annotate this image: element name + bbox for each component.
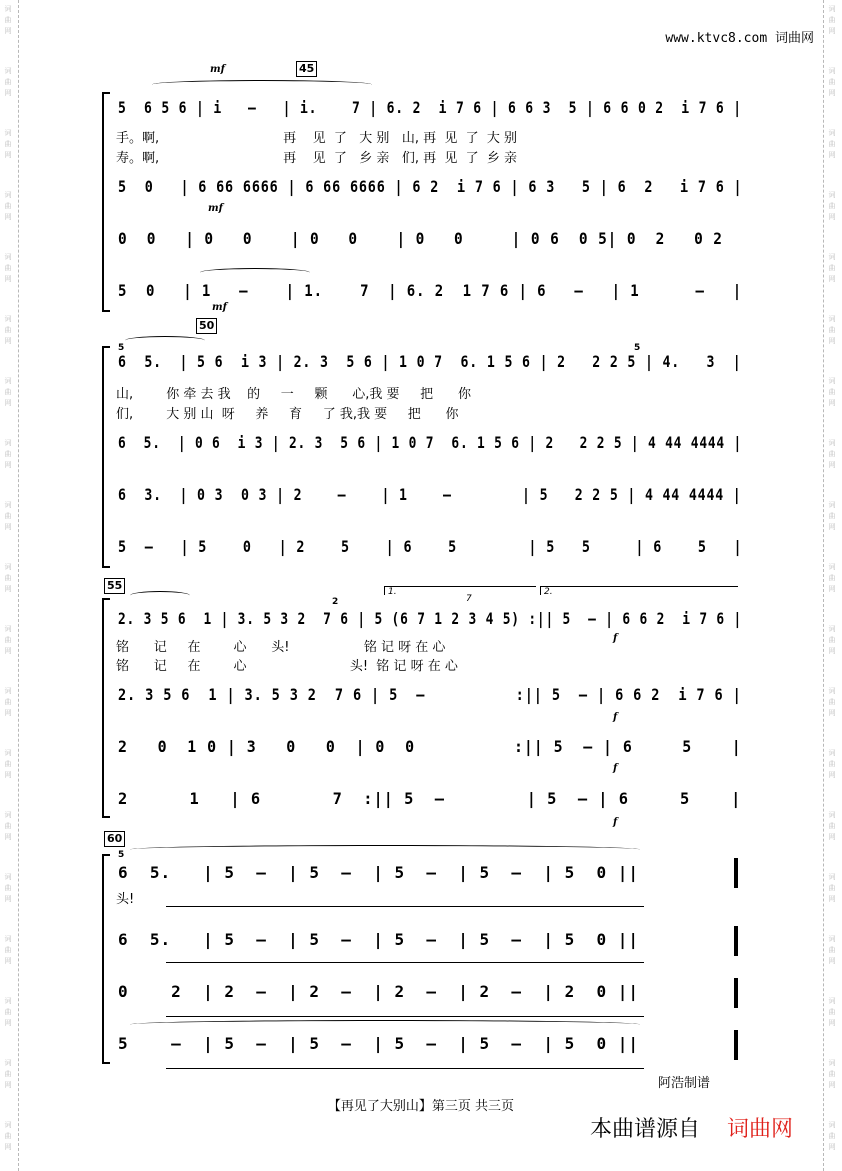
dynamic-f: f — [613, 817, 618, 828]
dynamic-mf: mf — [212, 302, 227, 313]
watermark-text: 词 曲 网 — [828, 439, 836, 469]
volta-first-ending: 1. — [384, 586, 536, 595]
watermark-text: 词 曲 网 — [828, 129, 836, 159]
tenor-notes: 2 0 1 0 | 3 0 0 | 0 0 :|| 5 – | 6 5 | — [118, 737, 742, 756]
lyric-line-2: 们, 大 别 山 呀 养 育 了 我,我 要 把 你 — [116, 407, 459, 422]
system-bracket — [102, 346, 110, 568]
time-signature: 2 — [332, 597, 339, 607]
tuplet-number: 7 — [466, 594, 472, 604]
dynamic-f: f — [613, 712, 618, 723]
arranger-credit: 阿浩制谱 — [658, 1076, 711, 1091]
bass-notes: 5 – | 5 0 | 2 5 | 6 5 | 5 5 | 6 5 | — [118, 537, 743, 556]
watermark-text: 词 曲 网 — [828, 5, 836, 35]
watermark-text: 词 曲 网 — [4, 997, 12, 1027]
watermark-text: 词 曲 网 — [4, 749, 12, 779]
source-label: 本曲谱源自 — [590, 1117, 701, 1142]
system-bracket — [102, 854, 110, 1064]
lyric-line-1: 手。啊, 再 见 了 大 别 山, 再 见 了 大 别 — [116, 131, 518, 146]
site-name: 词曲网 — [774, 31, 814, 46]
time-signature: 5 — [118, 850, 125, 860]
soprano-notes: 6 5. | 5 – | 5 – | 5 – | 5 – | 5 0 || — [118, 863, 640, 882]
alto-notes: 2. 3 5 6 1 | 3. 5 3 2 7 6 | 5 – :|| 5 – | 6 6 2 i 7 6 | — [118, 685, 742, 704]
measure-number-55: 55 — [104, 578, 125, 594]
slur — [125, 336, 205, 345]
watermark-text: 词 曲 网 — [4, 5, 12, 35]
slur — [130, 1020, 640, 1029]
watermark-text: 词 曲 网 — [4, 501, 12, 531]
bass-notes: 2 1 | 6 7 :|| 5 – | 5 – | 6 5 | — [118, 789, 742, 808]
watermark-text: 词 曲 网 — [828, 873, 836, 903]
lyric-extension-line — [166, 1068, 644, 1069]
lyric-line-2: 铭 记 在 心 头! 铭 记 呀 在 心 — [116, 659, 458, 674]
watermark-text: 词 曲 网 — [4, 811, 12, 841]
watermark-text: 词 曲 网 — [828, 563, 836, 593]
watermark-text: 词 曲 网 — [4, 377, 12, 407]
system-bracket — [102, 92, 110, 312]
alto-notes: 5 0 | 6 66 6666 | 6 66 6666 | 6 2 i 7 6 | 6 3 5 | 6 2 i 7 6 | — [118, 177, 743, 196]
watermark-text: 词 曲 网 — [4, 873, 12, 903]
dynamic-f: f — [613, 763, 618, 774]
watermark-text: 词 曲 网 — [4, 129, 12, 159]
alto-notes: 6 5. | 5 – | 5 – | 5 – | 5 – | 5 0 || — [118, 930, 640, 949]
dynamic-f: f — [613, 633, 618, 644]
measure-number-45: 45 — [296, 61, 317, 77]
slur — [152, 80, 372, 89]
watermark-text: 词 曲 网 — [828, 67, 836, 97]
tenor-notes: 6 3. | 0 3 0 3 | 2 – | 1 – | 5 2 2 5 | 4 44 4444 | — [118, 485, 742, 504]
slur — [130, 591, 190, 600]
slur — [130, 845, 640, 854]
soprano-notes: 5 6 5 6 | i – | i. 7 | 6. 2 i 7 6 | 6 6 3 5 | 6 6 0 2 i 7 6 | — [118, 98, 742, 117]
dynamic-mf: mf — [210, 64, 225, 75]
soprano-notes: 2. 3 5 6 1 | 3. 5 3 2 7 6 | 5 (6 7 1 2 3 4 5) :|| 5 – | 6 6 2 i 7 6 | — [118, 609, 743, 628]
site-header — [665, 27, 814, 46]
watermark-text: 词 曲 网 — [828, 1059, 836, 1089]
time-signature: 5 — [118, 343, 125, 353]
lyric-extension-line — [166, 906, 644, 907]
final-barline — [734, 1030, 738, 1060]
tenor-notes: 0 0 | 0 0 | 0 0 | 0 0 | 0 6 0 5| 0 2 0 2 — [118, 229, 743, 248]
slur — [200, 268, 310, 277]
watermark-text: 词 曲 网 — [828, 315, 836, 345]
watermark-text: 词 曲 网 — [828, 377, 836, 407]
lyric-line-1: 铭 记 在 心 头! 铭 记 呀 在 心 — [116, 640, 446, 655]
final-barline — [734, 858, 738, 888]
final-barline — [734, 978, 738, 1008]
lyric-extension-line — [166, 1016, 644, 1017]
site-url[interactable]: www.ktvc8.com — [665, 31, 768, 46]
bass-notes: 5 0 | 1 – | 1. 7 | 6. 2 1 7 6 | 6 – | 1 – | — [118, 281, 743, 300]
tenor-notes: 0 2 | 2 – | 2 – | 2 – | 2 – | 2 0 || — [118, 982, 640, 1001]
measure-number-50: 50 — [196, 318, 217, 334]
system-bracket — [102, 598, 110, 818]
bass-notes: 5 – | 5 – | 5 – | 5 – | 5 – | 5 0 || — [118, 1034, 640, 1053]
lyric-line-1: 头! — [116, 892, 135, 907]
dynamic-mf: mf — [208, 203, 223, 214]
right-watermark-strip — [823, 0, 842, 1171]
watermark-text: 词 曲 网 — [828, 749, 836, 779]
watermark-text: 词 曲 网 — [828, 811, 836, 841]
source-attribution — [590, 1112, 793, 1143]
watermark-text: 词 曲 网 — [4, 253, 12, 283]
source-brand-link[interactable]: 词曲网 — [727, 1117, 794, 1142]
lyric-line-1: 山, 你 牵 去 我 的 一 颗 心,我 要 把 你 — [116, 387, 471, 402]
lyric-line-2: 寿。啊, 再 见 了 乡 亲 们, 再 见 了 乡 亲 — [116, 151, 518, 166]
watermark-text: 词 曲 网 — [828, 253, 836, 283]
watermark-text: 词 曲 网 — [4, 315, 12, 345]
final-barline — [734, 926, 738, 956]
left-watermark-strip — [0, 0, 19, 1171]
watermark-text: 词 曲 网 — [828, 935, 836, 965]
time-signature: 5 — [634, 343, 641, 353]
soprano-notes: 6 5. | 5 6 i 3 | 2. 3 5 6 | 1 0 7 6. 1 5 6 | 2 2 2 5 | 4. 3 | — [118, 352, 742, 371]
watermark-text: 词 曲 网 — [828, 1121, 836, 1151]
page-footer-title: 【再见了大别山】第三页 共三页 — [327, 1099, 515, 1114]
watermark-text: 词 曲 网 — [4, 625, 12, 655]
watermark-text: 词 曲 网 — [828, 687, 836, 717]
watermark-text: 词 曲 网 — [828, 191, 836, 221]
watermark-text: 词 曲 网 — [4, 935, 12, 965]
watermark-text: 词 曲 网 — [828, 625, 836, 655]
watermark-text: 词 曲 网 — [4, 563, 12, 593]
volta-second-ending: 2. — [540, 586, 738, 595]
watermark-text: 词 曲 网 — [4, 687, 12, 717]
watermark-text: 词 曲 网 — [4, 439, 12, 469]
watermark-text: 词 曲 网 — [4, 191, 12, 221]
lyric-extension-line — [166, 962, 644, 963]
watermark-text: 词 曲 网 — [4, 1121, 12, 1151]
watermark-text: 词 曲 网 — [828, 997, 836, 1027]
watermark-text: 词 曲 网 — [828, 501, 836, 531]
alto-notes: 6 5. | 0 6 i 3 | 2. 3 5 6 | 1 0 7 6. 1 5 6 | 2 2 2 5 | 4 44 4444 | — [118, 433, 743, 452]
measure-number-60: 60 — [104, 831, 125, 847]
watermark-text: 词 曲 网 — [4, 1059, 12, 1089]
watermark-text: 词 曲 网 — [4, 67, 12, 97]
